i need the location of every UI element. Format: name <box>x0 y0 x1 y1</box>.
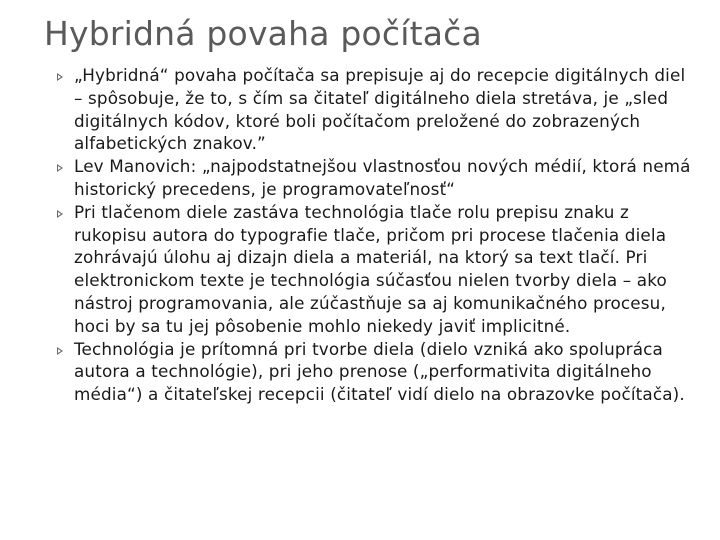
triangle-bullet-icon <box>57 210 63 218</box>
triangle-bullet-icon <box>57 73 63 81</box>
bullet-text: Pri tlačenom diele zastáva technológia tlače rolu prepisu znaku z rukopisu autora do typografie tlače, pričom pri procese tlačenia diela zohrávajú úlohu aj dizajn diela a materiál, na ktorý sa text tlačí. Pri elektronickom texte je technológia súčasťou nielen tvorby diela – ako nástroj programovania, ale zúčastňuje sa aj komunikačného procesu, hoci by sa tu jej pôsobenie mohlo niekedy javiť implicitné. <box>74 201 667 336</box>
bullet-text: „Hybridná“ povaha počítača sa prepisuje aj do recepcie digitálnych diel – spôsobuje, že to, s čím sa čitateľ digitálneho diela stretáva, je „sled digitálnych kódov, ktoré boli počítačom preložené do zobrazených alfabetických znakov.” <box>74 65 686 154</box>
bullet-item <box>52 64 692 155</box>
bullet-text: Lev Manovich: „najpodstatnejšou vlastnosťou nových médií, ktorá nemá historický precedens, je programovateľnosť“ <box>74 156 691 199</box>
bullet-item <box>52 155 692 201</box>
bullet-item <box>52 338 692 406</box>
bullet-item <box>52 201 692 338</box>
triangle-bullet-icon <box>57 347 63 355</box>
bullet-text: Technológia je prítomná pri tvorbe diela (dielo vzniká ako spolupráca autora a technológie), pri jeho prenose („performativita digitálneho média“) a čitateľskej recepcii (čitateľ vidí dielo na obrazovke počítača). <box>74 338 685 405</box>
bullet-list <box>52 64 692 406</box>
slide-title: Hybridná povaha počítača <box>44 14 482 53</box>
triangle-bullet-icon <box>57 164 63 172</box>
